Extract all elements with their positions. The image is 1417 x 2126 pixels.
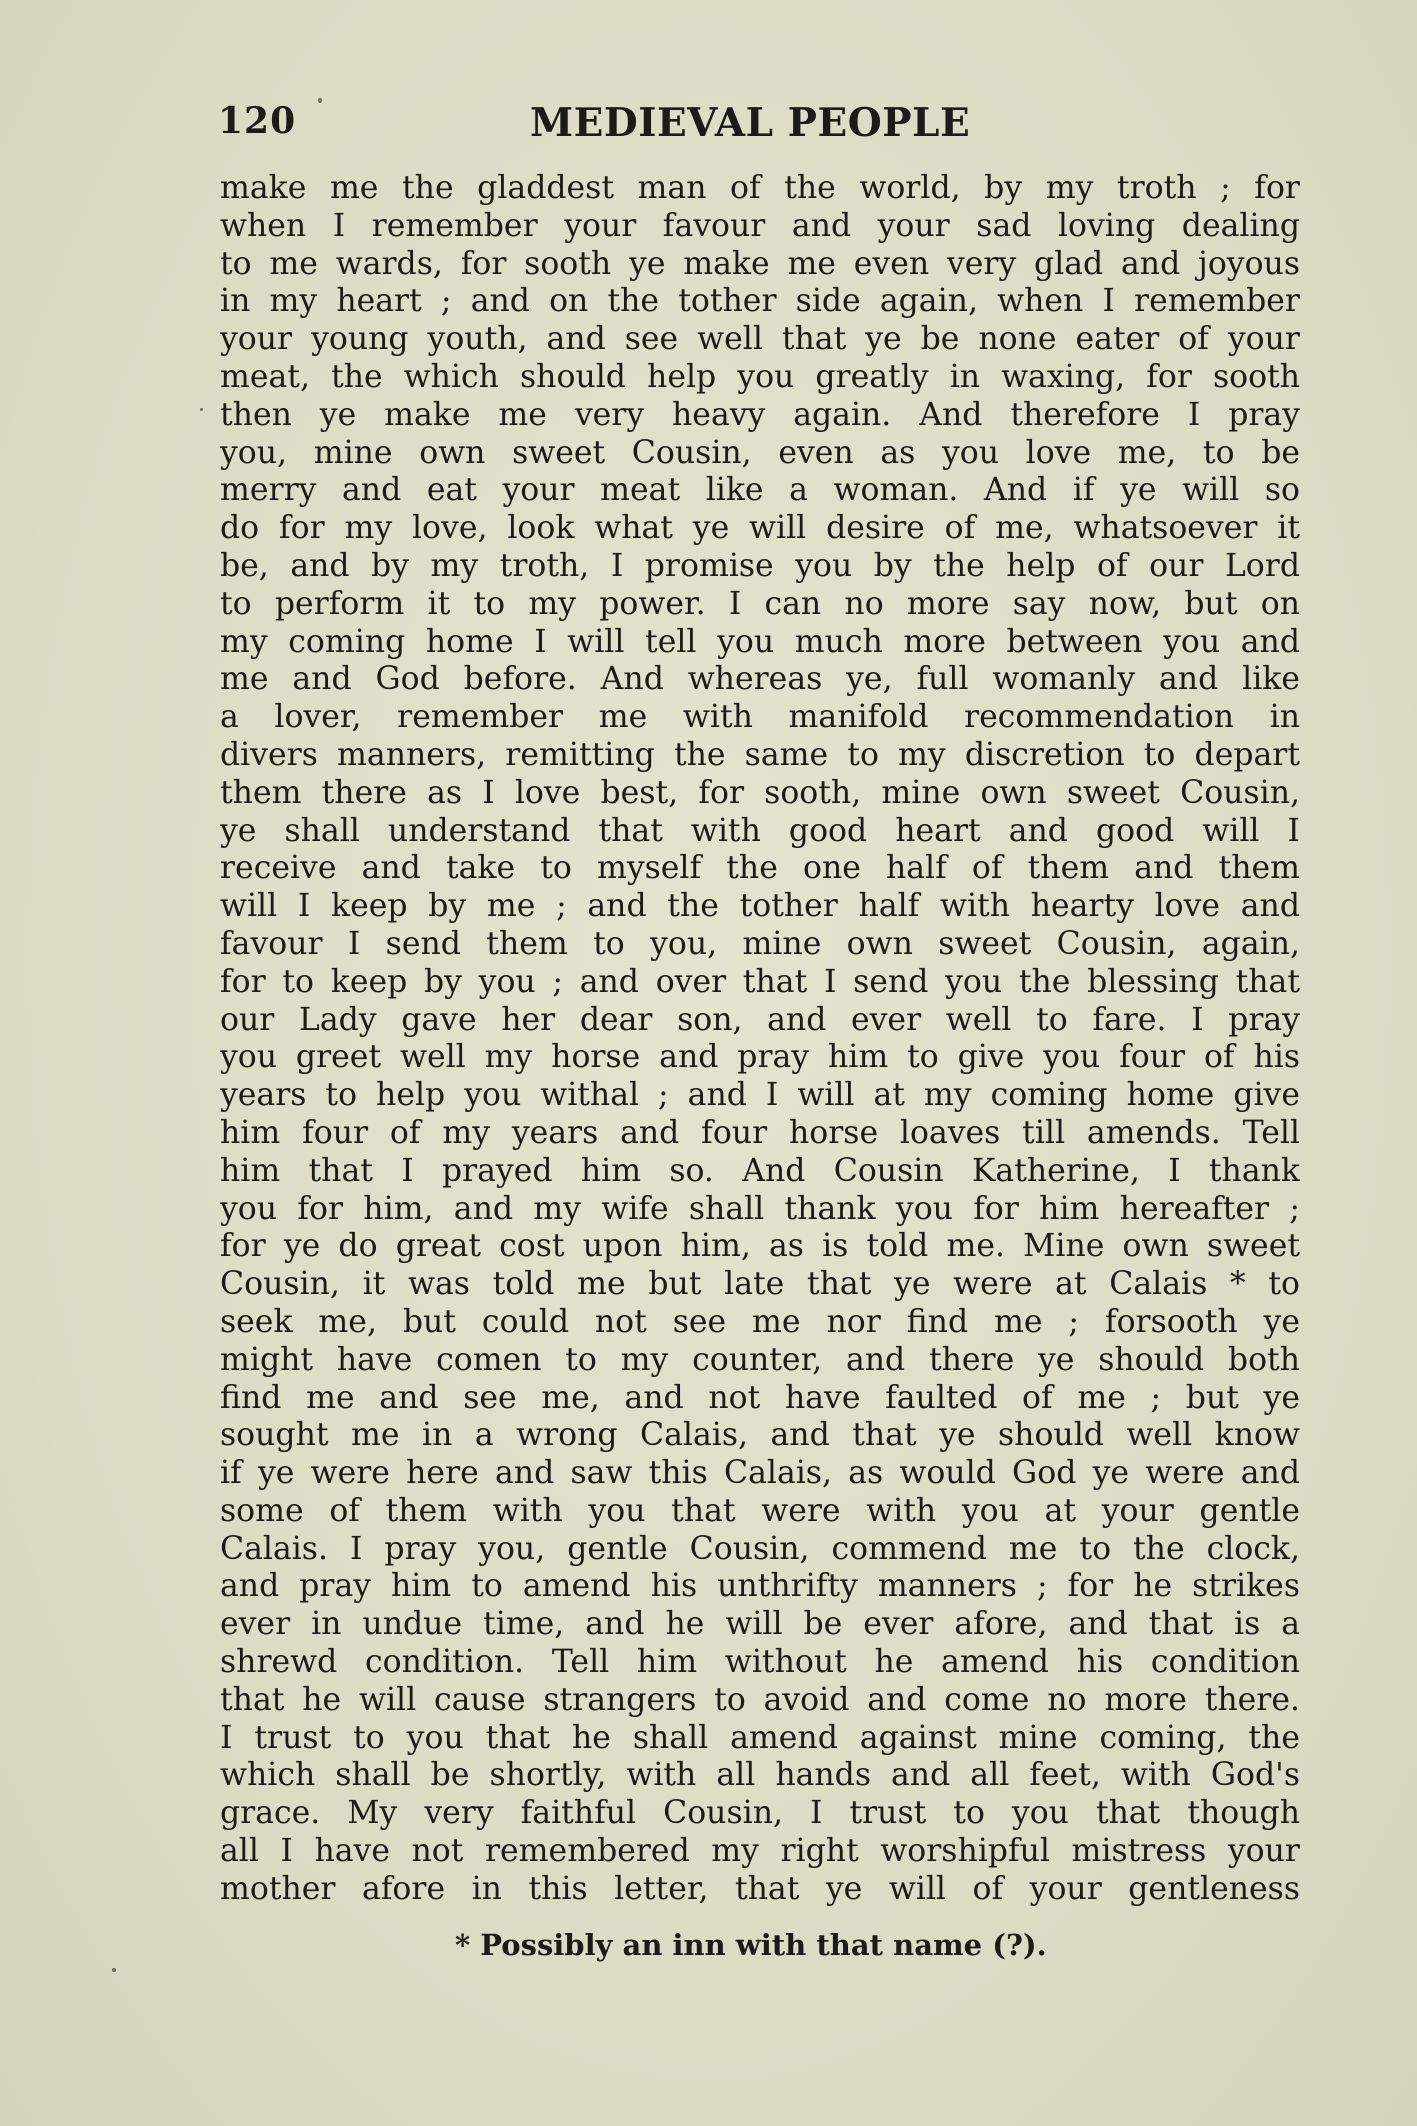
footnote: * Possibly an inn with that name (?). [455, 1928, 1047, 1962]
text-line: for ye do great cost upon him, as is told me. Mine own sweet [220, 1228, 1300, 1265]
print-speck [112, 1968, 116, 1972]
print-speck [318, 98, 322, 103]
text-line: that he will cause strangers to avoid and come no more there. [220, 1681, 1300, 1718]
text-line: me and God before. And whereas ye, full womanly and like [220, 661, 1300, 698]
text-line: seek me, but could not see me nor find me ; forsooth ye [220, 1303, 1300, 1340]
text-line: a lover, remember me with manifold recommendation in [220, 699, 1300, 736]
text-line: be, and by my troth, I promise you by the help of our Lord [220, 547, 1300, 584]
text-line: him that I prayed him so. And Cousin Katherine, I thank [220, 1152, 1300, 1189]
text-line: your young youth, and see well that ye be none eater of your [220, 321, 1300, 358]
text-line: I trust to you that he shall amend against mine coming, the [220, 1719, 1300, 1756]
text-line: mother afore in this letter, that ye will of your gentleness [220, 1870, 1300, 1907]
text-line: Calais. I pray you, gentle Cousin, commend me to the clock, [220, 1530, 1300, 1567]
text-line: if ye were here and saw this Calais, as would God ye were and [220, 1455, 1300, 1492]
text-line: divers manners, remitting the same to my discretion to depart [220, 736, 1300, 773]
text-line: receive and take to myself the one half of them and them [220, 850, 1300, 887]
text-line: which shall be shortly, with all hands and all feet, with God's [220, 1757, 1300, 1794]
text-line: ever in undue time, and he will be ever afore, and that is a [220, 1606, 1300, 1643]
text-line: make me the gladdest man of the world, by my troth ; for [220, 170, 1300, 206]
text-line: will I keep by me ; and the tother half with hearty love and [220, 888, 1300, 925]
text-line: him four of my years and four horse loaves till amends. Tell [220, 1114, 1300, 1151]
text-line: find me and see me, and not have faulted of me ; but ye [220, 1379, 1300, 1416]
text-line: years to help you withal ; and I will at my coming home give [220, 1077, 1300, 1114]
text-line: them there as I love best, for sooth, mine own sweet Cousin, [220, 774, 1300, 811]
body-text [220, 170, 1300, 1909]
text-line: to me wards, for sooth ye make me even very glad and joyous [220, 245, 1300, 282]
text-line: you greet well my horse and pray him to give you four of his [220, 1039, 1300, 1076]
text-line: meat, the which should help you greatly in waxing, for sooth [220, 358, 1300, 395]
text-line: shrewd condition. Tell him without he amend his condition [220, 1644, 1300, 1681]
text-line: sought me in a wrong Calais, and that ye should well know [220, 1417, 1300, 1454]
text-line: favour I send them to you, mine own sweet Cousin, again, [220, 925, 1300, 962]
text-line: and pray him to amend his unthrifty manners ; for he strikes [220, 1568, 1300, 1605]
text-line: you, mine own sweet Cousin, even as you love me, to be [220, 434, 1300, 471]
text-line: in my heart ; and on the tother side again, when I remember [220, 283, 1300, 320]
text-line: when I remember your favour and your sad loving dealing [220, 207, 1300, 244]
text-line: you for him, and my wife shall thank you for him hereafter ; [220, 1190, 1300, 1227]
text-line: some of them with you that were with you at your gentle [220, 1492, 1300, 1529]
text-line: might have comen to my counter, and there ye should both [220, 1341, 1300, 1378]
text-line: ye shall understand that with good heart and good will I [220, 812, 1300, 849]
page-number: 120 [218, 100, 297, 142]
text-line: do for my love, look what ye will desire of me, whatsoever it [220, 510, 1300, 547]
running-head: MEDIEVAL PEOPLE [530, 100, 971, 146]
text-line: Cousin, it was told me but late that ye were at Calais * to [220, 1266, 1300, 1303]
page-header [218, 100, 1298, 150]
print-speck [200, 408, 203, 411]
text-line: my coming home I will tell you much more between you and [220, 623, 1300, 660]
text-line: merry and eat your meat like a woman. And if ye will so [220, 472, 1300, 509]
text-line: then ye make me very heavy again. And therefore I pray [220, 396, 1300, 433]
text-line: grace. My very faithful Cousin, I trust to you that though [220, 1795, 1300, 1832]
text-line: our Lady gave her dear son, and ever well to fare. I pray [220, 1001, 1300, 1038]
text-line: to perform it to my power. I can no more say now, but on [220, 585, 1300, 622]
text-line: all I have not remembered my right worshipful mistress your [220, 1833, 1300, 1870]
text-line: for to keep by you ; and over that I send you the blessing that [220, 963, 1300, 1000]
